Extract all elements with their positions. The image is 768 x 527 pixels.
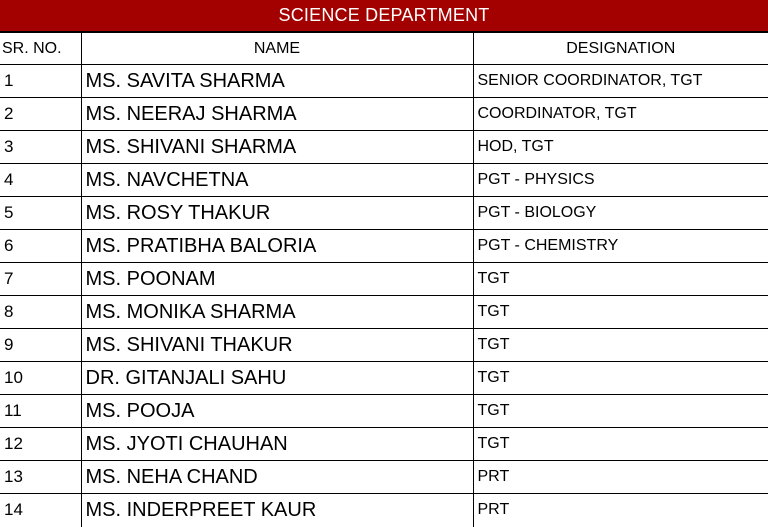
table-row xyxy=(0,395,768,428)
table-row xyxy=(0,461,768,494)
sr-no-cell: 10 xyxy=(0,362,81,395)
staff-table-body xyxy=(0,65,768,527)
designation-cell: HOD, TGT xyxy=(473,131,768,164)
designation-cell: PGT - PHYSICS xyxy=(473,164,768,197)
designation-cell: TGT xyxy=(473,362,768,395)
name-cell: MS. NEHA CHAND xyxy=(81,461,473,494)
designation-cell: TGT xyxy=(473,395,768,428)
designation-cell: TGT xyxy=(473,329,768,362)
sr-no-cell: 11 xyxy=(0,395,81,428)
designation-cell: TGT xyxy=(473,296,768,329)
staff-table xyxy=(0,32,768,527)
name-cell: MS. POOJA xyxy=(81,395,473,428)
designation-cell: TGT xyxy=(473,263,768,296)
name-cell: MS. MONIKA SHARMA xyxy=(81,296,473,329)
name-cell: MS. INDERPREET KAUR xyxy=(81,494,473,527)
name-cell: MS. SHIVANI SHARMA xyxy=(81,131,473,164)
table-row xyxy=(0,98,768,131)
table-row xyxy=(0,164,768,197)
name-cell: MS. ROSY THAKUR xyxy=(81,197,473,230)
table-row xyxy=(0,263,768,296)
column-header-sr-no: SR. NO. xyxy=(0,33,81,65)
sr-no-cell: 5 xyxy=(0,197,81,230)
name-cell: MS. POONAM xyxy=(81,263,473,296)
column-header-designation: DESIGNATION xyxy=(473,33,768,65)
designation-cell: SENIOR COORDINATOR, TGT xyxy=(473,65,768,98)
name-cell: MS. NEERAJ SHARMA xyxy=(81,98,473,131)
table-row xyxy=(0,362,768,395)
sr-no-cell: 13 xyxy=(0,461,81,494)
table-row xyxy=(0,296,768,329)
designation-cell: TGT xyxy=(473,428,768,461)
table-row xyxy=(0,197,768,230)
sr-no-cell: 8 xyxy=(0,296,81,329)
sr-no-cell: 4 xyxy=(0,164,81,197)
sr-no-cell: 2 xyxy=(0,98,81,131)
table-row xyxy=(0,329,768,362)
name-cell: DR. GITANJALI SAHU xyxy=(81,362,473,395)
sr-no-cell: 12 xyxy=(0,428,81,461)
sr-no-cell: 1 xyxy=(0,65,81,98)
table-row xyxy=(0,131,768,164)
name-cell: MS. NAVCHETNA xyxy=(81,164,473,197)
designation-cell: COORDINATOR, TGT xyxy=(473,98,768,131)
name-cell: MS. SAVITA SHARMA xyxy=(81,65,473,98)
designation-cell: PGT - BIOLOGY xyxy=(473,197,768,230)
sr-no-cell: 6 xyxy=(0,230,81,263)
table-row xyxy=(0,230,768,263)
designation-cell: PGT - CHEMISTRY xyxy=(473,230,768,263)
designation-cell: PRT xyxy=(473,494,768,527)
header-row xyxy=(0,33,768,65)
sr-no-cell: 14 xyxy=(0,494,81,527)
name-cell: MS. JYOTI CHAUHAN xyxy=(81,428,473,461)
department-title: SCIENCE DEPARTMENT xyxy=(0,0,768,32)
column-header-name: NAME xyxy=(81,33,473,65)
table-row xyxy=(0,65,768,98)
table-row xyxy=(0,494,768,527)
sr-no-cell: 9 xyxy=(0,329,81,362)
designation-cell: PRT xyxy=(473,461,768,494)
name-cell: MS. SHIVANI THAKUR xyxy=(81,329,473,362)
sr-no-cell: 7 xyxy=(0,263,81,296)
sr-no-cell: 3 xyxy=(0,131,81,164)
table-row xyxy=(0,428,768,461)
name-cell: MS. PRATIBHA BALORIA xyxy=(81,230,473,263)
